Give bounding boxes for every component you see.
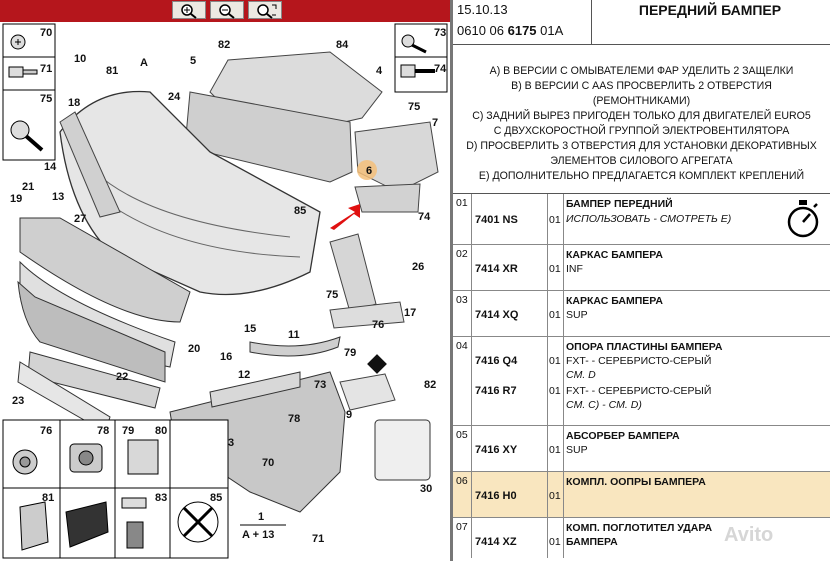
zoom-in-icon [179, 3, 201, 19]
note-line: С ДВУХСКОРОСТНОЙ ГРУППОЙ ЭЛЕКТРОВЕНТИЛЯТОРА [493, 125, 790, 137]
part-callout-71[interactable]: 71 [40, 63, 53, 75]
part-callout-11[interactable]: 11 [288, 329, 300, 341]
part-callout-15[interactable]: 15 [244, 323, 257, 335]
part-reference[interactable]: 7416 Q4 [475, 355, 518, 367]
zoom-out-button[interactable] [210, 1, 244, 19]
inset-label-76: 76 [40, 425, 53, 437]
table-row[interactable]: 03 7414 XQ 01 КАРКАС БАМПЕРА SUP [453, 291, 830, 337]
part-callout-78[interactable]: 78 [288, 413, 301, 425]
table-row[interactable]: 05 7416 XY 01 АБСОРБЕР БАМПЕРА SUP [453, 426, 830, 472]
note-line: ЭЛЕМЕНТОВ СИЛОВОГО АГРЕГАТА [550, 155, 733, 167]
part-callout-20[interactable]: 20 [188, 343, 201, 355]
inset-label-80: 80 [155, 425, 168, 437]
part-callout-75[interactable]: 75 [40, 93, 53, 105]
inset-label-83: 83 [155, 492, 168, 504]
part-callout-76[interactable]: 76 [372, 319, 385, 331]
note-line: (РЕМОНТНИКАМИ) [592, 95, 691, 107]
table-row[interactable]: 04 7416 Q4 7416 R7 01 01 ОПОРА ПЛАСТИНЫ БАМПЕРА FXT- - СЕРЕБРИСТО-СЕРЫЙ CM. D FXT- - СЕРЕБРИСТО-СЕРЫЙ CM. C) - CM. D) [453, 337, 830, 426]
part-callout-14[interactable]: 14 [44, 161, 57, 173]
parts-table [453, 193, 830, 558]
part-callout-85[interactable]: 85 [294, 205, 307, 217]
part-callout-71[interactable]: 71 [312, 533, 325, 545]
table-row-selected[interactable]: 06 7416 H0 01 КОМПЛ. ООПРЫ БАМПЕРА [453, 472, 830, 518]
reinforcement-strip[interactable] [330, 302, 404, 328]
page-title: ПЕРЕДНИЙ БАМПЕР [638, 2, 782, 18]
assembly-label: A + 13 [242, 529, 275, 541]
part-callout-12[interactable]: 12 [238, 369, 251, 381]
zoom-fit-icon [255, 3, 277, 19]
note-line: E) ДОПОЛНИТЕЛЬНО ПРЕДЛАГАЕТСЯ КОМПЛЕКТ КРЕПЛЕНИЙ [478, 170, 805, 182]
fog-bracket[interactable] [340, 374, 395, 410]
part-callout-4[interactable]: 4 [376, 65, 383, 77]
speed-nut-icon [178, 502, 218, 542]
zoom-out-icon [217, 3, 239, 19]
clip-kit-box[interactable] [375, 420, 430, 480]
catalog-code: 0610 06 6175 01A [457, 23, 564, 38]
part-reference[interactable]: 7401 NS [475, 214, 518, 226]
table-row[interactable]: 02 7414 XR 01 КАРКАС БАМПЕРА INF [453, 245, 830, 291]
nut-icon [70, 444, 102, 472]
part-reference[interactable]: 7416 XY [475, 444, 518, 456]
part-callout-82[interactable]: 82 [424, 379, 437, 391]
part-callout-84[interactable]: 84 [336, 39, 349, 51]
nut-screw-icon [13, 450, 37, 474]
parts-header [453, 0, 830, 45]
part-callout-6[interactable]: 6 [366, 165, 373, 177]
zoom-in-button[interactable] [172, 1, 206, 19]
note-line: B) В ВЕРСИИ С AAS ПРОСВЕРЛИТЬ 2 ОТВЕРСТИЯ [511, 80, 772, 92]
part-reference[interactable]: 7414 XZ [475, 536, 517, 548]
part-reference[interactable]: 7414 XQ [475, 309, 519, 321]
part-callout-73[interactable]: 73 [434, 27, 447, 39]
part-reference[interactable]: 7414 XR [475, 263, 518, 275]
part-callout-A[interactable]: A [140, 57, 148, 69]
bumper-support-plate[interactable] [355, 184, 420, 212]
part-callout-16[interactable]: 16 [220, 351, 233, 363]
part-callout-26[interactable]: 26 [412, 261, 425, 273]
part-callout-81[interactable]: 81 [106, 65, 119, 77]
stopwatch-icon [786, 198, 820, 240]
part-callout-74[interactable]: 74 [434, 63, 447, 75]
diagram-toolbar [0, 0, 450, 22]
part-callout-70[interactable]: 70 [262, 457, 275, 469]
inset-label-79: 79 [122, 425, 135, 437]
table-row[interactable]: 01 7401 NS 01 БАМПЕР ПЕРЕДНИЙ ИСПОЛЬЗОВАТЬ - СМОТРЕТЬ E) [453, 194, 830, 245]
bumper-bracket-right[interactable] [355, 122, 438, 192]
notes-block [453, 64, 830, 184]
screw-icon [11, 35, 25, 49]
assembly-number: 1 [258, 511, 265, 523]
inset-label-81: 81 [42, 492, 55, 504]
part-reference[interactable]: 7416 H0 [475, 490, 517, 502]
inset-label-78: 78 [97, 425, 110, 437]
part-callout-27[interactable]: 27 [74, 213, 87, 225]
push-clip-icon [20, 502, 48, 550]
part-callout-22[interactable]: 22 [116, 371, 129, 383]
part-callout-79[interactable]: 79 [344, 347, 357, 359]
part-reference[interactable]: 7416 R7 [475, 385, 517, 397]
part-callout-5[interactable]: 5 [190, 55, 197, 67]
exploded-parts-diagram[interactable] [0, 22, 450, 561]
part-callout-75[interactable]: 75 [408, 101, 421, 113]
part-callout-13[interactable]: 13 [52, 191, 65, 203]
pointer-arrow [330, 204, 360, 230]
part-callout-7[interactable]: 7 [432, 117, 439, 129]
part-callout-75[interactable]: 75 [326, 289, 339, 301]
part-callout-30[interactable]: 30 [420, 483, 433, 495]
part-callout-3[interactable]: 3 [228, 437, 235, 449]
part-callout-70[interactable]: 70 [40, 27, 53, 39]
part-callout-74[interactable]: 74 [418, 211, 431, 223]
part-callout-9[interactable]: 9 [346, 409, 353, 421]
part-callout-82[interactable]: 82 [218, 39, 231, 51]
part-callout-73[interactable]: 73 [314, 379, 327, 391]
catalog-date: 15.10.13 [457, 2, 508, 17]
part-callout-18[interactable]: 18 [68, 97, 81, 109]
part-callout-24[interactable]: 24 [168, 91, 181, 103]
part-callout-21[interactable]: 21 [22, 181, 35, 193]
clip-icon [128, 440, 158, 474]
table-row[interactable]: 07 7414 XZ 01 КОМП. ПОГЛОТИТЕЛ УДАРА БАМПЕРА [453, 518, 830, 558]
parts-list-panel [453, 0, 830, 561]
inset-label-85: 85 [210, 492, 223, 504]
part-callout-19[interactable]: 19 [10, 193, 23, 205]
part-callout-10[interactable]: 10 [74, 53, 87, 65]
note-line: D) ПРОСВЕРЛИТЬ 3 ОТВЕРСТИЯ ДЛЯ УСТАНОВКИ ДЕКОРАТИВНЫХ [466, 140, 817, 152]
part-callout-23[interactable]: 23 [12, 395, 25, 407]
note-line: C) ЗАДНИЙ ВЫРЕЗ ПРИГОДЕН ТОЛЬКО ДЛЯ ДВИГАТЕЛЕЙ EURO5 [472, 110, 811, 122]
part-callout-17[interactable]: 17 [404, 307, 417, 319]
note-line: A) В ВЕРСИИ С ОМЫВАТЕЛЕМИ ФАР УДЕЛИТЬ 2 ЗАЩЕЛКИ [489, 65, 794, 77]
zoom-fit-button[interactable] [248, 1, 282, 19]
watermark: Avito [724, 524, 774, 546]
